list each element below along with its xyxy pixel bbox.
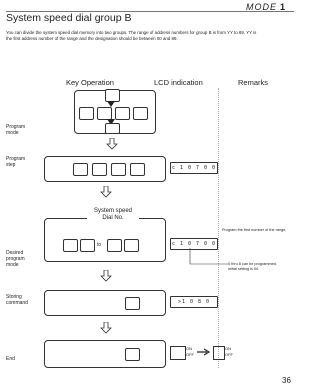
col-remarks: Remarks	[238, 78, 269, 87]
lcd-program-step: c 1 0 7 0 0	[170, 162, 218, 174]
key-digit-3	[107, 239, 122, 252]
key-bottom	[105, 123, 120, 134]
column-divider	[218, 88, 219, 368]
led-off-indicator-2	[213, 346, 225, 360]
led-off-label: OFF	[186, 352, 194, 357]
led-off-label-2: OFF	[225, 352, 233, 357]
hollow-arrow-down-icon	[100, 270, 112, 282]
hollow-arrow-down-icon	[100, 322, 112, 334]
key-digit-2	[80, 239, 95, 252]
arrow-right-icon	[197, 348, 211, 356]
mode-label: MODE	[246, 2, 277, 12]
key-1	[92, 163, 107, 176]
page-title: System speed dial group B	[6, 12, 132, 24]
col-lcd-indication: LCD indication	[154, 78, 203, 87]
led-off-indicator	[170, 346, 186, 360]
key-0	[111, 163, 126, 176]
key-digit-4	[124, 239, 139, 252]
led-on-label: ON	[186, 346, 192, 351]
page-number: 36	[282, 376, 291, 385]
label-program-step: Program step	[6, 156, 26, 168]
remark-pointer-line	[188, 248, 230, 268]
to-word: to	[97, 242, 102, 248]
label-program-mode: Program mode	[6, 124, 26, 136]
mode-number: 1	[280, 2, 286, 12]
intro-text: You can divide the system speed dial memory into two groups. The range of address numbers for group B is from YY to 89. YY is the first address number of the range and the designation should be between 00 and 89.	[6, 30, 257, 41]
hollow-arrow-down-icon	[106, 138, 118, 150]
label-storing-command: Storing command	[6, 294, 28, 306]
label-end: End	[6, 356, 15, 362]
key-end	[125, 348, 140, 361]
program-step-keypad	[44, 156, 166, 182]
hollow-arrow-down-icon	[100, 186, 112, 198]
end-box	[44, 340, 166, 368]
key-7	[130, 163, 145, 176]
key-digit-1	[63, 239, 78, 252]
key-3	[115, 107, 130, 120]
lcd-desired: c 1 0 7 0 0	[170, 238, 218, 250]
key-1	[79, 107, 94, 120]
remark-range: 0 thru 8 can be programmed. Initial setting is 00.	[228, 262, 277, 271]
program-mode-keypad	[74, 90, 156, 134]
system-speed-dial-box	[44, 208, 166, 262]
remark-first-number: Program the first number of the range.	[222, 228, 287, 232]
key-store	[125, 297, 140, 310]
storing-command-box	[44, 290, 166, 316]
system-speed-dial-title: System speed Dial No.	[87, 208, 139, 222]
key-4	[133, 107, 148, 120]
col-key-operation: Key Operation	[66, 78, 114, 87]
key-star	[73, 163, 88, 176]
led-on-label-2: ON	[225, 346, 231, 351]
lcd-storing: >1 0 8 0	[170, 296, 218, 308]
label-desired-program-mode: Desired program mode	[6, 250, 25, 268]
